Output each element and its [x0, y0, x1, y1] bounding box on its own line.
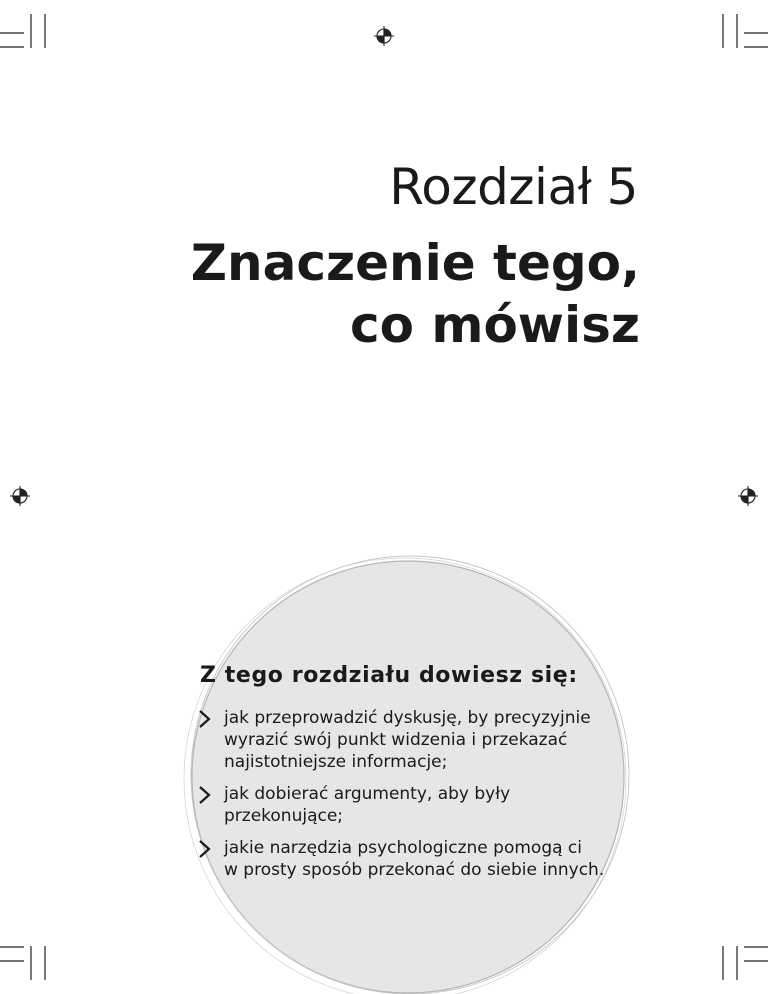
- list-item-text: jak przeprowadzić dyskusję, by precyzyjnie wyrazić swój punkt widzenia i przekazać najistotniejsze informacje;: [224, 708, 591, 772]
- list-item: [196, 707, 616, 773]
- chapter-number: Rozdział 5: [389, 158, 638, 216]
- chapter-title-line: Znaczenie tego,: [190, 234, 640, 292]
- list-item: [196, 837, 616, 881]
- chevron-right-icon: [198, 840, 212, 858]
- learning-points-list: [196, 707, 616, 891]
- list-item-text: jak dobierać argumenty, aby były przekonujące;: [224, 784, 511, 826]
- list-item-text: jakie narzędzia psychologiczne pomogą ci w prosty sposób przekonać do siebie innych.: [224, 838, 605, 880]
- chapter-title-line: co mówisz: [349, 296, 640, 354]
- panel-heading: Z tego rozdziału dowiesz się:: [200, 663, 578, 688]
- chevron-right-icon: [198, 710, 212, 728]
- list-item: [196, 783, 616, 827]
- chevron-right-icon: [198, 786, 212, 804]
